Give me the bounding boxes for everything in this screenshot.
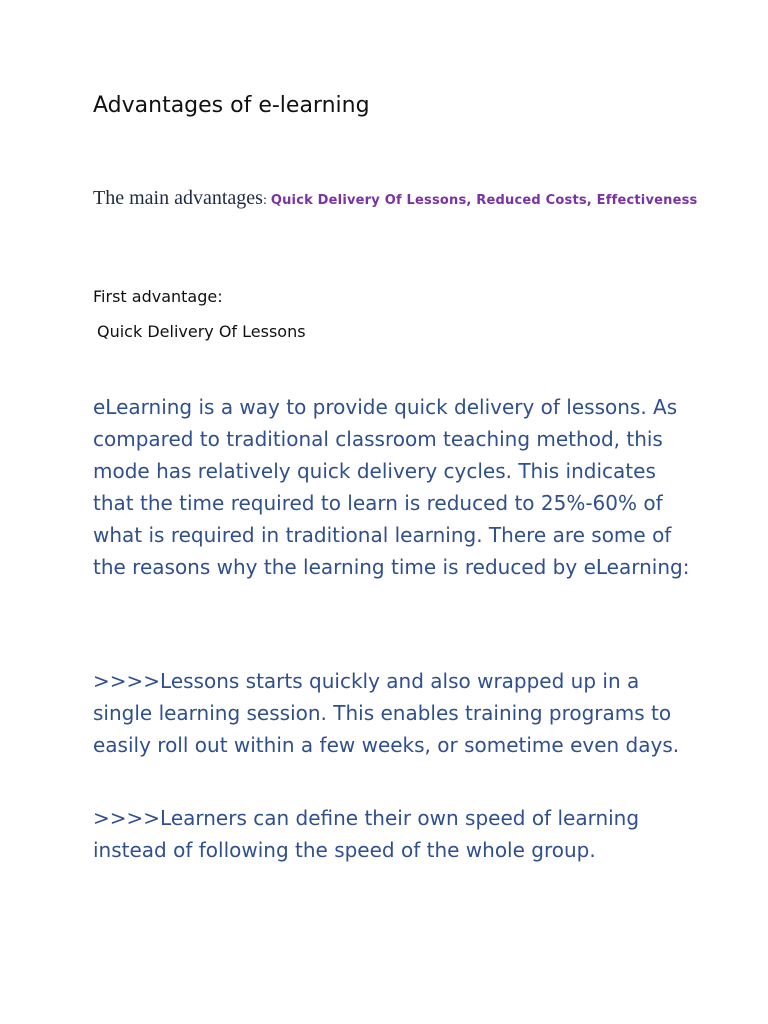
paragraph-intro: eLearning is a way to provide quick delivery of lessons. As compared to traditional classroom teaching method, this mode has relatively quick delivery cycles. This indicates that the time required to learn is reduced to 25%-60% of what is required in traditional learning. There are some of the reasons why the learning time is reduced by eLearning: bbox=[93, 395, 690, 579]
main-advantages-lead: The main advantages bbox=[93, 187, 263, 209]
paragraph-reason-1: >>>>Lessons starts quickly and also wrapped up in a single learning session. This enables training programs to easily roll out within a few weeks, or sometime even days. bbox=[93, 669, 680, 757]
paragraph-reason-2: >>>>Learners can define their own speed of learning instead of following the speed of the whole group. bbox=[93, 806, 640, 862]
first-advantage-label: First advantage: bbox=[93, 287, 223, 306]
main-advantages-colon: : bbox=[262, 193, 267, 208]
main-advantages-items: Quick Delivery Of Lessons, Reduced Costs, Effectiveness bbox=[270, 193, 698, 208]
document-title: Advantages of e-learning bbox=[93, 93, 370, 118]
main-advantages-line bbox=[93, 186, 713, 213]
first-advantage-heading: Quick Delivery Of Lessons bbox=[97, 322, 306, 341]
